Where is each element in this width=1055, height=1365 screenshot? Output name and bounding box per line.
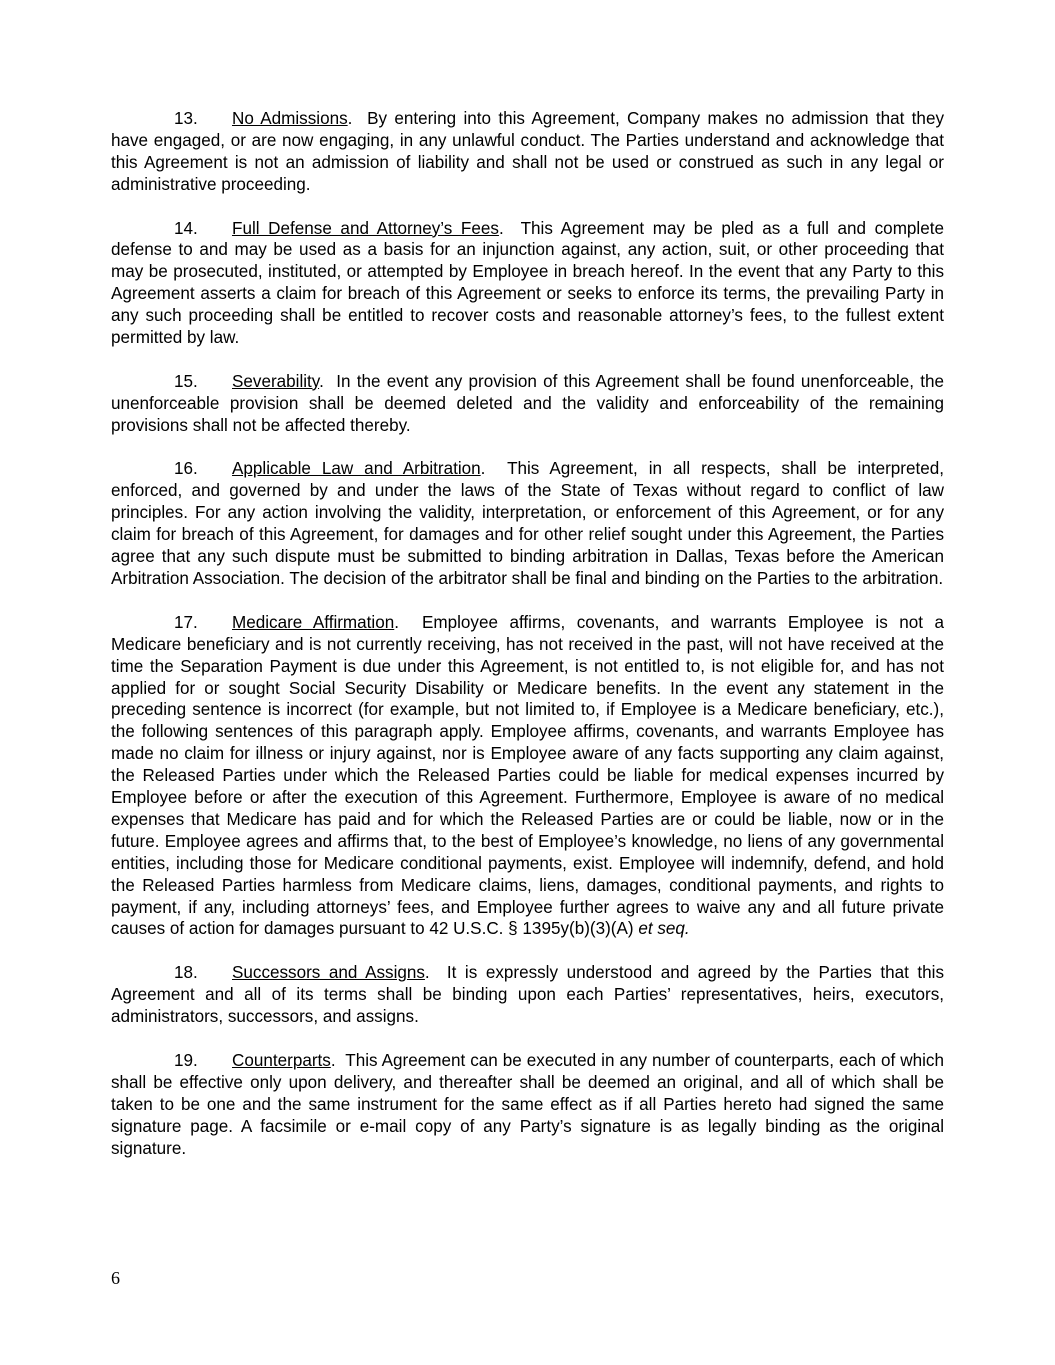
section-16: 16. Applicable Law and Arbitration. This Agreement, in all respects, shall be interpreted, enforced, and governed by and under the laws of the State of Texas without regard to conflict of law principles. For any action involving the validity, interpretation, or enforcement of this Agreement, or for any claim for breach of this Agreement, for damages and for other relief sought under this Agreement, the Parties agree that any such dispute must be submitted to binding arbitration in Dallas, Texas before the American Arbitration Association. The decision of the arbitrator shall be final and binding on the Parties to the arbitration. xyxy=(111,459,945,588)
section-number: 16. xyxy=(174,459,198,479)
document-body xyxy=(111,108,944,1181)
section-17: 17. Medicare Affirmation. Employee affirms, covenants, and warrants Employee is not a Medicare beneficiary and is not currently receiving, has not received in the past, will not have received at the time the Separation Payment is due under this Agreement, is not entitled to, is not eligible for, and has not applied for or sought Social Security Disability or Medicare benefits. In the event any statement in the preceding sentence is incorrect (for example, but not limited to, if Employee is a Medicare beneficiary, etc.), the following sentences of this paragraph apply. Employee affirms, covenants, and warrants Employee has made no claim for illness or injury against, nor is Employee aware of any facts supporting any claim against, the Released Parties under which the Released Parties could be liable for medical expenses incurred by Employee before or after the execution of this Agreement. Furthermore, Employee is aware of no medical expenses that Medicare has paid and for which the Released Parties are or could be liable, now or in the future. Employee agrees and affirms that, to the best of Employee’s knowledge, no liens of any governmental entities, including those for Medicare conditional payments, exist. Employee will indemnify, defend, and hold the Released Parties harmless from Medicare claims, liens, damages, conditional payments, and rights to payment, if any, including attorneys’ fees, and Employee further agrees to waive any and all future private causes of action for damages pursuant to 42 U.S.C. § 1395y(b)(3)(A) et seq. xyxy=(111,612,945,939)
section-text: In the event any provision of this Agreement shall be found unenforceable, the unenforceable provision shall be deemed deleted and the validity and enforceability of the remaining provisions shall not be affected thereby. xyxy=(111,371,944,435)
section-number: 18. xyxy=(174,963,198,983)
section-number: 13. xyxy=(174,109,198,128)
section-text: This Agreement, in all respects, shall be interpreted, enforced, and governed by and under the laws of the State of Texas without regard to conflict of law principles. For any action involving the validity, interpretation, or enforcement of this Agreement, or for any claim for breach of this Agreement, for damages and for other relief sought under this Agreement, the Parties agree that any such dispute must be submitted to binding arbitration in Dallas, Texas before the American Arbitration Association. The decision of the arbitrator shall be final and binding on the Parties to the arbitration. xyxy=(111,459,945,588)
section-15: 15. Severability. In the event any provision of this Agreement shall be found unenforceable, the unenforceable provision shall be deemed deleted and the validity and enforceability of the remaining provisions shall not be affected thereby. xyxy=(111,371,944,435)
section-13: 13. No Admissions. By entering into this Agreement, Company makes no admission that they have engaged, or are now engaging, in any unlawful conduct. The Parties understand and acknowledge that this Agreement is not an admission of liability and shall not be used or construed as such in any legal or administrative proceeding. xyxy=(111,109,944,194)
section-text: This Agreement may be pled as a full and complete defense to and may be used as a basis for an injunction against, any action, suit, or other proceeding that may be prosecuted, instituted, or attempted by Employee in breach hereof. In the event that any Party to this Agreement asserts a claim for breach of this Agreement or seeks to enforce its terms, the prevailing Party in any such proceeding shall be entitled to recover costs and reasonable attorney’s fees, to the fullest extent permitted by law. xyxy=(111,218,944,348)
section-text: It is expressly understood and agreed by the Parties that this Agreement and all of its terms shall be binding upon each Parties’ representatives, heirs, executors, administrators, successors, and assigns. xyxy=(111,963,944,1027)
section-heading: Counterparts xyxy=(232,1050,331,1070)
section-text: Employee affirms, covenants, and warrants Employee is not a Medicare beneficiary and is not currently receiving, has not received in the past, will not have received at the time the Separation Payment is due under this Agreement, is not entitled to, is not eligible for, and has not applied for or sought Social Security Disability or Medicare benefits. In the event any statement in the preceding sentence is incorrect (for example, but not limited to, if Employee is a Medicare beneficiary, etc.), the following sentences of this paragraph apply. Employee affirms, covenants, and warrants Employee has made no claim for illness or injury against, nor is Employee aware of any facts supporting any claim against, the Released Parties under which the Released Parties could be liable for medical expenses incurred by Employee before or after the execution of this Agreement. Furthermore, Employee is aware of no medical expenses that Medicare has paid and for which the Released Parties are or could be liable, now or in the future. Employee agrees and affirms that, to the best of Employee’s knowledge, no liens of any governmental entities, including those for Medicare conditional payments, exist. Employee will indemnify, defend, and hold the Released Parties harmless from Medicare claims, liens, damages, conditional payments, and rights to payment, if any, including attorneys’ fees, and Employee further agrees to waive any and all future private causes of action for damages pursuant to 42 U.S.C. § 1395y(b)(3)(A) xyxy=(111,612,945,939)
section-heading: Severability xyxy=(232,371,320,391)
page-number: 6 xyxy=(111,1268,120,1288)
section-heading: Medicare Affirmation xyxy=(232,612,395,632)
section-text: This Agreement can be executed in any number of counterparts, each of which shall be effective only upon delivery, and thereafter shall be deemed an original, and all of which shall be taken to be one and the same instrument for the same effect as if all Parties hereto had signed the same signature page. A facsimile or e-mail copy of any Party’s signature is as legally binding as the original signature. xyxy=(111,1050,944,1158)
section-number: 17. xyxy=(174,612,198,632)
section-heading: Applicable Law and Arbitration xyxy=(232,459,481,479)
section-number: 15. xyxy=(174,371,198,391)
section-heading: Full Defense and Attorney’s Fees xyxy=(232,218,499,238)
section-heading: Successors and Assigns xyxy=(232,963,425,983)
section-19: 19. Counterparts. This Agreement can be executed in any number of counterparts, each of which shall be effective only upon delivery, and thereafter shall be deemed an original, and all of which shall be taken to be one and the same instrument for the same effect as if all Parties hereto had signed the same signature page. A facsimile or e-mail copy of any Party’s signature is as legally binding as the original signature. xyxy=(111,1050,944,1158)
section-number: 19. xyxy=(174,1050,198,1070)
section-14: 14. Full Defense and Attorney’s Fees. This Agreement may be pled as a full and complete defense to and may be used as a basis for an injunction against, any action, suit, or other proceeding that may be prosecuted, instituted, or attempted by Employee in breach hereof. In the event that any Party to this Agreement asserts a claim for breach of this Agreement or seeks to enforce its terms, the prevailing Party in any such proceeding shall be entitled to recover costs and reasonable attorney’s fees, to the fullest extent permitted by law. xyxy=(111,218,944,348)
section-number: 14. xyxy=(174,218,198,238)
section-heading: No Admissions xyxy=(232,109,348,128)
section-text-italic: et seq. xyxy=(638,919,690,939)
section-text: By entering into this Agreement, Company makes no admission that they have engaged, or are now engaging, in any unlawful conduct. The Parties understand and acknowledge that this Agreement is not an admission of liability and shall not be used or construed as such in any legal or administrative proceeding. xyxy=(111,109,944,194)
section-18: 18. Successors and Assigns. It is expressly understood and agreed by the Parties that this Agreement and all of its terms shall be binding upon each Parties’ representatives, heirs, executors, administrators, successors, and assigns. xyxy=(111,963,944,1027)
